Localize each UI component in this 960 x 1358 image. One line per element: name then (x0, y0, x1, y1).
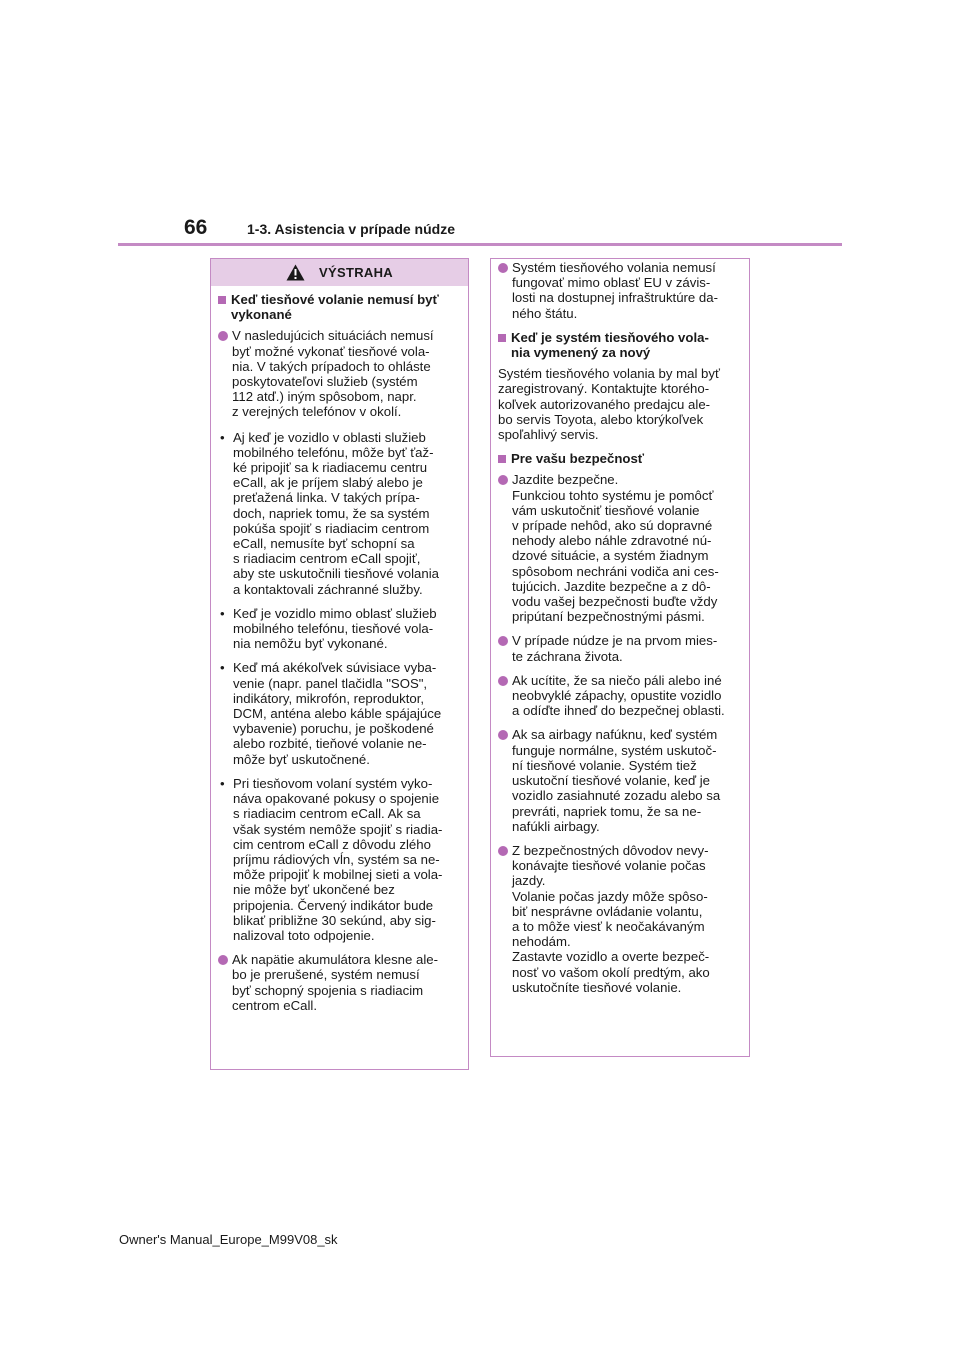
warning-box (210, 258, 469, 1070)
round-bullet-icon (498, 846, 508, 856)
section-heading: Keď je systém tiesňového vola- nia vymenený za nový (498, 330, 742, 360)
footer-text: Owner's Manual_Europe_M99V08_sk (119, 1232, 338, 1247)
bullet-marker: • (220, 429, 225, 445)
page-number: 66 (184, 216, 208, 239)
list-item: V nasledujúcich situáciách nemusí byť možné vykonať tiesňové vola- nia. V takých prípadoch to ohláste poskytovateľovi služieb (systém 112 atď.) iným spôsobom, napr. z verejných telefónov v okolí. (218, 328, 461, 419)
round-bullet-icon (498, 636, 508, 646)
paragraph: Systém tiesňového volania by mal byť zaregistrovaný. Kontaktujte ktorého- koľvek autorizovaného predajcu ale- bo servis Toyota, alebo ktorýkoľvek spoľahlivý servis. (498, 366, 720, 443)
round-bullet-icon (498, 475, 508, 485)
header-rule (118, 243, 842, 246)
list-item: Ak sa airbagy nafúknu, keď systém funguje normálne, systém uskutoč- ní tiesňové volanie. Systém tiež uskutoční tiesňové volanie, keď je vozidlo zasiahnuté zozadu alebo sa prevráti, napriek tomu, že sa ne- nafúkli airbagy. (498, 727, 742, 833)
section-title: 1-3. Asistencia v prípade núdze (247, 221, 455, 237)
list-item: Z bezpečnostných dôvodov nevy- konávajte tiesňové volanie počas jazdy. Volanie počas jazdy môže spôso- biť nesprávne ovládanie volantu, a to môže viesť k neočakávaným nehodám. Zastavte vozidlo a overte bezpeč- nosť vo vašom okolí predtým, ako uskutočníte tiesňové volanie. (498, 843, 742, 995)
square-bullet-icon (498, 334, 506, 342)
section-heading: Pre vašu bezpečnosť (498, 451, 742, 466)
list-item: V prípade núdze je na prvom mies- te záchrana života. (498, 633, 742, 663)
list-item: Ak ucítite, že sa niečo páli alebo iné neobvyklé zápachy, opustite vozidlo a odíďte ihneď do bezpečnej oblasti. (498, 673, 742, 719)
warning-triangle-icon (286, 264, 305, 281)
round-bullet-icon (498, 730, 508, 740)
continuation-box (490, 258, 750, 1057)
warning-header (211, 259, 468, 286)
list-item: Jazdite bezpečne. Funkciou tohto systému je pomôcť vám uskutočniť tiesňové volanie v prípade nehôd, ako sú dopravné nehody alebo náhle zdravotné nú- dzové situácie, a systém žiadnym spôsobom nechráni vodiča ani ces- tujúcich. Jazdite bezpečne a z dô- vodu vašej bezpečnosti buďte vždy pripútaní bezpečnostnými pásmi. (498, 472, 742, 624)
list-item: • Keď je vozidlo mimo oblasť služieb mobilného telefónu, tiesňové vola- nia nemôžu byť vykonané. (220, 605, 437, 652)
bullet-marker: • (220, 605, 225, 621)
bullet-marker: • (220, 775, 225, 791)
list-item: Ak napätie akumulátora klesne ale- bo je prerušené, systém nemusí byť schopný spojenia s riadiacim centrom eCall. (218, 952, 461, 1013)
bullet-marker: • (220, 660, 225, 676)
square-bullet-icon (218, 296, 226, 304)
list-item: • Aj keď je vozidlo v oblasti služieb mobilného telefónu, môže byť ťaž- ké pripojiť sa k riadiacemu centru eCall, ak je príjem slabý alebo je preťažená linka. V takých prípa- doch, napriek tomu, že sa systém pokúša spojiť s riadiacim centrom eCall, nemusíte byť schopní sa s riadiacim centrom eCall spojiť, aby ste uskutočnili tiesňové volania a kontaktovali záchranné služby. (220, 429, 439, 597)
square-bullet-icon (498, 455, 506, 463)
list-item: • Keď má akékoľvek súvisiace vyba- venie (napr. panel tlačidla "SOS", indikátory, mikrofón, reproduktor, DCM, anténa alebo káble spájajúce vybavenie) poruchu, je poškodené alebo rozbité, tieňové volanie ne- môže byť uskutočnené. (220, 660, 442, 767)
round-bullet-icon (218, 955, 228, 965)
list-item: • Pri tiesňovom volaní systém vyko- náva opakované pokusy o spojenie s riadiacim centrom eCall. Ak sa však systém nemôže spojiť s riadia- cim centrom eCall z dôvodu zlého príjmu rádiových vĺn, systém sa ne- môže pripojiť k mobilnej sieti a vola- nie môže byť ukončené bez pripojenia. Červený indikátor bude blikať približne 30 sekúnd, aby sig- nalizoval toto odpojenie. (220, 775, 443, 943)
round-bullet-icon (498, 263, 508, 273)
warning-label: VÝSTRAHA (319, 265, 393, 280)
warning-heading: Keď tiesňové volanie nemusí byť vykonané (218, 292, 461, 322)
round-bullet-icon (498, 676, 508, 686)
list-item: Systém tiesňového volania nemusí fungovať mimo oblasť EU v závis- losti na dostupnej infraštruktúre da- ného štátu. (498, 260, 742, 321)
round-bullet-icon (218, 331, 228, 341)
